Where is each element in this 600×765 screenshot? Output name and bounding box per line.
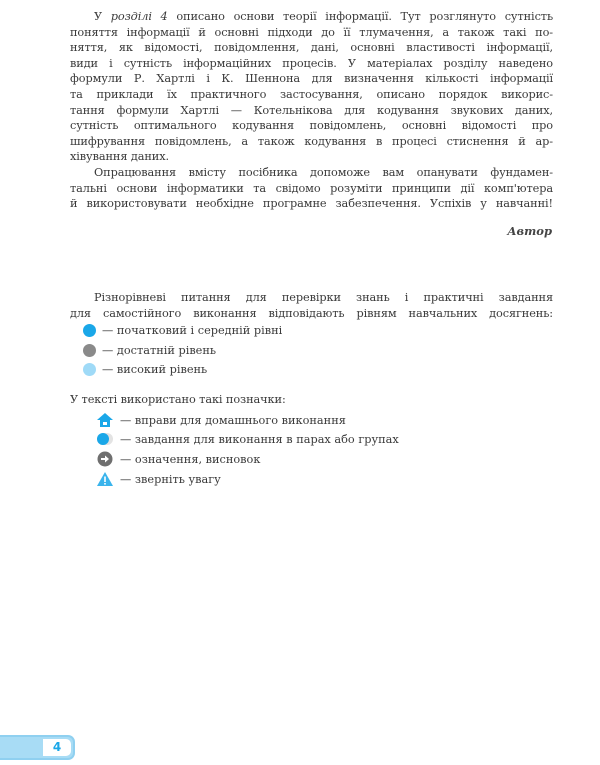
page-number: 4: [43, 739, 71, 756]
text-line: поняття інформації й основні підходи до її тлумачення, а також такі по-: [70, 25, 553, 39]
marker-label: — зверніть увагу: [120, 472, 221, 486]
author-signature: Автор: [507, 224, 552, 238]
pair-toggle-icon: [96, 432, 114, 446]
marker-label: — означення, висновок: [120, 452, 261, 466]
blue-circle-icon: [82, 323, 96, 337]
marker-item-home: [96, 412, 346, 428]
markers-title: [70, 392, 553, 408]
light-blue-circle-icon: [82, 362, 96, 376]
marker-item-definition: [96, 452, 260, 466]
level-label: — високий рівень: [102, 362, 208, 376]
marker-item-attention: [96, 472, 221, 486]
page-number-tab: [0, 735, 75, 760]
warning-icon: [96, 472, 114, 486]
text-line: шифрування повідомлень, а також кодування в процесі стиснення й ар-: [70, 134, 553, 148]
text-line: види і сутність інформаційних процесів. У матеріалах розділу наведено: [70, 56, 553, 70]
arrow-circle-icon: [96, 452, 114, 466]
level-item-high: [82, 362, 207, 376]
text-line: й використовувати необхідне програмне забезпечення. Успіхів у навчанні!: [70, 197, 553, 211]
levels-paragraph: [70, 290, 553, 321]
intro-paragraph-1: [70, 9, 553, 212]
level-label: — початковий і середній рівні: [102, 323, 283, 337]
level-item-basic: [82, 323, 282, 337]
text-line: тання формули Хартлі — Котельнікова для кодування звукових даних,: [70, 103, 553, 117]
text-line: Різнорівневі питання для перевірки знань і практичні завдання: [94, 291, 553, 304]
text-line: У тексті використано такі позначки:: [70, 393, 286, 406]
level-item-sufficient: [82, 343, 216, 357]
marker-item-pairs: [96, 432, 399, 446]
text-line: сутність оптимального кодування повідомлень, основні відомості про: [70, 119, 553, 133]
text-line: тальні основи інформатики та свідомо розуміти принципи дії комп'ютера: [70, 181, 553, 195]
text-line: няття, як відомості, повідомлення, дані, основні властивості інформації,: [70, 41, 553, 55]
text-line: Опрацювання вмісту посібника допоможе вам опанувати фундамен-: [94, 165, 553, 179]
text-line: для самостійного виконання відповідають рівням навчальних досягнень:: [70, 306, 553, 320]
gray-circle-icon: [82, 343, 96, 357]
text-line: та приклади їх практичного застосування, описано порядок викорис-: [70, 87, 553, 101]
home-icon: [96, 412, 114, 428]
marker-label: — вправи для домашнього виконання: [120, 413, 346, 427]
text-line: У розділі 4 описано основи теорії інформації. Тут розглянуто сутність: [94, 10, 553, 23]
marker-label: — завдання для виконання в парах або групах: [120, 432, 399, 446]
text-line: хівування даних.: [70, 150, 169, 164]
level-label: — достатній рівень: [102, 343, 217, 357]
text-line: формули Р. Хартлі і К. Шеннона для визначення кількості інформації: [70, 72, 553, 86]
